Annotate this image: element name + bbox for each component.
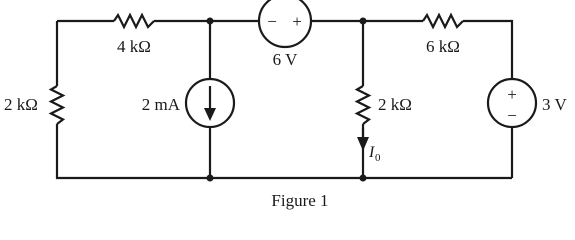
minus-sign: −: [267, 12, 277, 31]
plus-sign: +: [292, 12, 302, 31]
plus-sign: +: [507, 85, 517, 104]
label-r-top-left: 4 kΩ: [117, 37, 151, 56]
resistor-left: [51, 86, 63, 124]
figure-caption: Figure 1: [271, 191, 329, 210]
label-r-left: 2 kΩ: [4, 95, 38, 114]
current-source: [186, 79, 234, 127]
label-current-subscript: 0: [375, 152, 381, 164]
label-r-top-right: 6 kΩ: [426, 37, 460, 56]
label-current-i: I: [369, 144, 375, 161]
label-current-source: 2 mA: [141, 95, 180, 114]
resistor-top-left: [114, 15, 154, 27]
resistor-middle: [357, 86, 369, 124]
minus-sign: −: [507, 106, 517, 125]
resistor-top-right: [423, 15, 463, 27]
voltage-source-top: [259, 0, 311, 47]
label-voltage-source-top: 6 V: [272, 50, 298, 69]
label-r-middle: 2 kΩ: [378, 95, 412, 114]
voltage-source-right: [488, 79, 536, 127]
label-voltage-source-right: 3 V: [542, 95, 567, 114]
current-arrow: [357, 128, 369, 151]
junction-dots: [207, 18, 367, 182]
